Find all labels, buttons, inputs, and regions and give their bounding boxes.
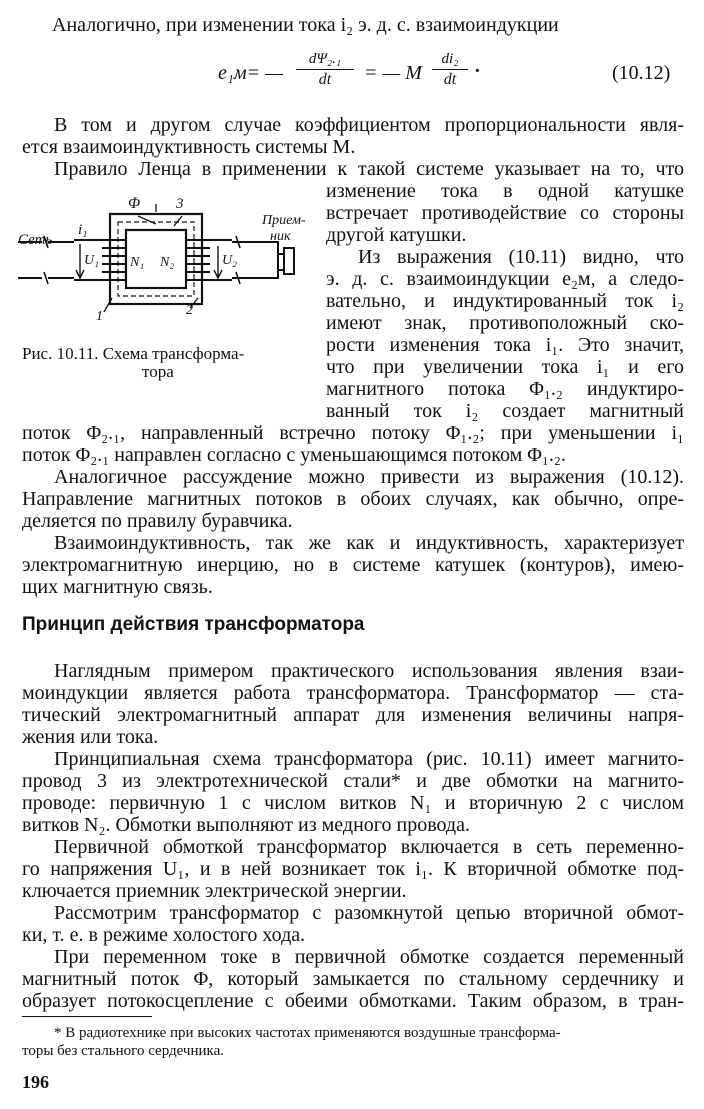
page-number: 196 xyxy=(22,1072,49,1092)
text-line: жения или тока. xyxy=(22,726,159,748)
text-line: Из выражения (10.11) видно, что xyxy=(358,246,684,268)
fraction-denominator: dt xyxy=(443,71,457,88)
core-leader-line xyxy=(174,216,182,226)
text-line: Рассмотрим трансформатор с разомкнутой цепью вторичной обмот- xyxy=(54,902,684,924)
text-line: Аналогично, при изменении тока i₂ э. д. с. взаимоиндукции xyxy=(52,14,559,36)
text-line: моиндукции является работа трансформатора. Трансформатор — ста- xyxy=(22,682,684,704)
figure-caption: Рис. 10.11. Схема трансформа- xyxy=(22,344,245,363)
voltage-u2-label: U₂ xyxy=(222,253,237,268)
text-line: Направление магнитных потоков в обоих случаях, как обычно, опре- xyxy=(22,488,684,510)
winding-2-label: 2 xyxy=(186,303,193,318)
section-heading: Принцип действия трансформатора xyxy=(22,614,365,635)
formula-fraction-2 xyxy=(432,50,468,89)
text-line: При переменном токе в первичной обмотке создается переменный xyxy=(54,946,684,968)
text-line: щих магнитную связь. xyxy=(22,576,213,598)
formula-middle: = — M xyxy=(364,62,422,84)
primary-winding xyxy=(102,240,126,280)
text-line: что при увеличении тока i₁ и его xyxy=(326,356,684,378)
receiver-label-1: Прием- xyxy=(262,213,306,228)
text-line: витков N₂. Обмотки выполняют из медного провода. xyxy=(22,814,470,836)
winding-1-label: 1 xyxy=(96,309,103,324)
text-line: В том и другом случае коэффициентом пропорциональности явля- xyxy=(54,114,684,136)
footnote-rule xyxy=(22,1016,152,1017)
text-line: изменение тока в одной катушке xyxy=(326,180,684,202)
voltage-u1-label: U₁ xyxy=(84,253,99,268)
text-line: провод 3 из электротехнической стали* и две обмотки на магнито- xyxy=(22,770,684,792)
text-line: Аналогичное рассуждение можно привести из выражения (10.12). xyxy=(54,466,684,488)
text-line: вательно, и индуктированный ток i₂ xyxy=(326,290,684,312)
network-label: Сеть xyxy=(18,232,53,248)
text-line: электромагнитную инерцию, но в системе катушек (контуров), имею- xyxy=(22,554,684,576)
text-line: ется взаимоиндуктивность системы M. xyxy=(22,136,356,158)
switch-gap-2 xyxy=(44,272,48,284)
turns-n2-label: N₂ xyxy=(160,255,175,270)
text-line: проводе: первичную 1 с числом витков N₁ и вторичную 2 с числом xyxy=(22,792,684,814)
turns-n1-label: N₁ xyxy=(130,255,145,270)
text-line: встречает противодействие со стороны xyxy=(326,202,684,224)
text-line: поток Φ₂.₁, направленный встречно потоку Φ₁.₂; при уменьшении i₁ xyxy=(22,422,684,444)
secondary-winding xyxy=(186,240,210,280)
current-i1-label: i₁ xyxy=(78,222,88,238)
fraction-bar xyxy=(432,69,468,70)
text-line: Первичной обмоткой трансформатор включается в сеть переменно- xyxy=(54,836,684,858)
equation-number: (10.12) xyxy=(612,62,671,84)
fraction-denominator: dt xyxy=(318,71,332,88)
footnote-line: торы без стального сердечника. xyxy=(22,1043,224,1059)
text-line: рости изменения тока i₁. Это значит, xyxy=(326,334,684,356)
text-line: магнитного потока Φ₁.₂ индуктиро- xyxy=(326,378,684,400)
text-line: ки, т. е. в режиме холостого хода. xyxy=(22,924,306,946)
receiver-resistor xyxy=(284,248,294,274)
core-number-label: 3 xyxy=(176,196,184,212)
formula-dot: · xyxy=(474,60,481,82)
fraction-numerator: dΨ₂.₁ xyxy=(308,51,342,67)
text-line: образует потокосцепление с обеими обмотками. Таким образом, в тран- xyxy=(22,990,684,1012)
text-line: деляется по правилу буравчика. xyxy=(22,510,293,532)
phi-label: Φ xyxy=(128,195,141,212)
text-line: другой катушки. xyxy=(326,224,467,246)
text-line: магнитный поток Φ, который замыкается по стальному сердечнику и xyxy=(22,968,684,990)
transformer-figure xyxy=(18,190,318,325)
text-line: имеют знак, противоположный ско- xyxy=(326,312,684,334)
fraction-numerator: di₂ xyxy=(441,51,459,67)
fraction-bar xyxy=(296,69,354,70)
formula-fraction-1 xyxy=(296,50,354,89)
receiver-label-2: ник xyxy=(270,229,291,244)
receiver-circuit xyxy=(250,242,278,278)
phi-arrow xyxy=(138,216,156,224)
text-line: ключается приемник электрической энергии. xyxy=(22,880,407,902)
text-line: ванный ток i₂ создает магнитный xyxy=(326,400,684,422)
text-line: Правило Ленца в применении к такой системе указывает на то, что xyxy=(54,158,684,180)
text-line: э. д. с. взаимоиндукции e₂м, а следо- xyxy=(326,268,684,290)
magnetic-core-outer xyxy=(110,214,202,304)
text-line: поток Φ₂.₁ направлен согласно с уменьшающимся потоком Φ₁.₂. xyxy=(22,444,566,466)
text-line: го напряжения U₁, и в ней возникает ток i₁. К вторичной обмотке под- xyxy=(22,858,684,880)
footnote-line: * В радиотехнике при высоких частотах применяются воздушные трансформа- xyxy=(54,1025,561,1041)
text-line: Принципиальная схема трансформатора (рис. 10.11) имеет магнито- xyxy=(54,748,684,770)
text-line: тический электромагнитный аппарат для изменения величины напря- xyxy=(22,704,684,726)
formula-10-12 xyxy=(0,50,704,100)
text-line: Наглядным примером практического использования явления взаи- xyxy=(54,660,684,682)
text-line: Взаимоиндуктивность, так же как и индуктивность, характеризует xyxy=(54,532,684,554)
formula-lhs: e₁м= — xyxy=(218,62,283,84)
figure-caption-cont: тора xyxy=(142,362,174,381)
